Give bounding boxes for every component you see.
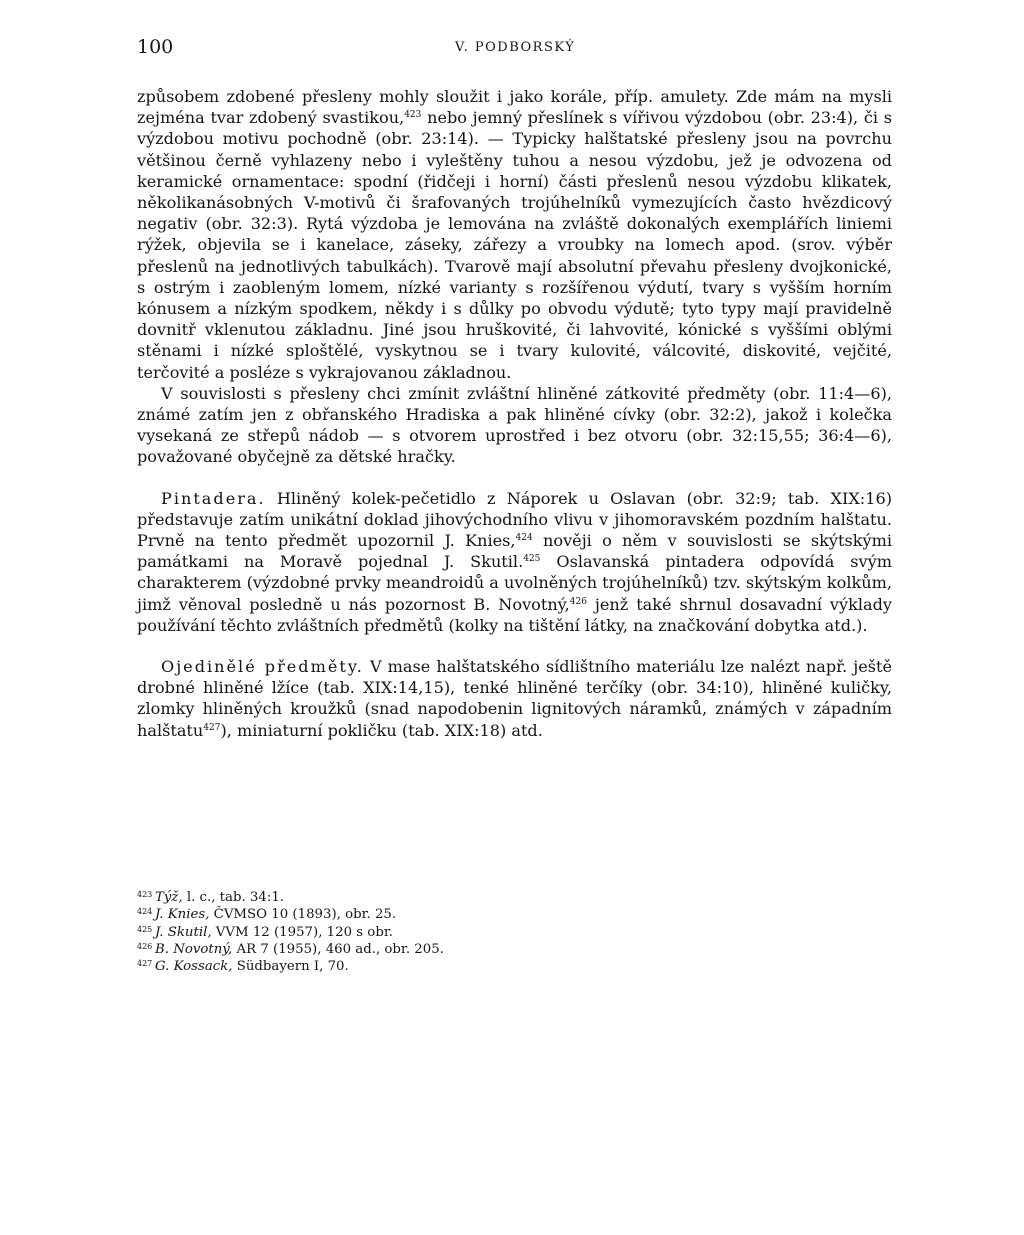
footnote: 423 Týž, l. c., tab. 34:1. (137, 890, 285, 905)
body-text (137, 86, 892, 741)
running-head (137, 36, 892, 66)
footnote-author: J. Knies, (155, 907, 210, 923)
footnote-author: G. Kossack, (155, 959, 233, 975)
paragraph-stopper-objects (137, 383, 892, 468)
footnote-ref[interactable]: 427 (203, 722, 221, 733)
running-title: V. PODBORSKÝ (455, 40, 576, 55)
footnote-author: Týž, (155, 890, 183, 905)
section-title-isolated-objects: Ojedinělé předměty. (161, 657, 364, 677)
footnote-ref[interactable]: 423 (404, 110, 422, 121)
footnote-author: J. Skutil, (155, 924, 212, 940)
footnote-text: AR 7 (1955), 460 ad., obr. 205. (232, 941, 444, 957)
footnote: 426 B. Novotný, AR 7 (1955), 460 ad., obr. 205. (137, 941, 444, 957)
text-run: Oslavanská pintadera odpovídá svým charakterem (výzdobné prvky meandroidů a uvolněných trojúhelníků) tzv. skýtským kolkům, jimž věnoval posledně u nás pozornost B. Novotný, (137, 552, 893, 614)
text-run: jenž také shrnul dosavadní výklady používání těchto zvláštních předmětů (kolky na tištění látky, na značkování dobytka atd.). (137, 594, 893, 635)
text-run: nebo jemný přeslínek s vířivou výzdobou (obr. 23:4), či s výzdobou motivu pochodně (obr. 23:14). — Typicky halštatské přesleny jsou na povrchu většinou černě vyhlazeny nebo i vyleštěny tuhou a nesou výzdobu, jež je odvozena od keramické ornamentace: spodní (řidčeji i horní) části přeslenů nesou výzdobu klikatek, několikanásobných V-motivů či šrafovaných trojúhelníků vymezujících často hvězdicový negativ (obr. 32:3). Rytá výzdoba je lemována na zvláště dokonalých exemplářích liniemi rýžek, objevila se i kanelace, záseky, zářezy a vroubky na lomech apod. (srov. výběr přeslenů na jednotlivých tabulkách). Tvarově mají absolutní převahu přesleny dvojkonické, s ostrým i zaobleným lomem, nízké varianty s rozšířenou výdutí, tvary s vyšším horním kónusem a nízkým spodkem, někdy i s důlky po obvodu výdutě; tyto typy mají pravidelně dovnitř vklenutou základnu. Jiné jsou hruškovité, či lahvovité, kónické s vyššími oblými stěnami i nízké sploštělé, vyskytnou se i tvary kulovité, válcovité, diskovité, vejčité, terčovité a posléze s vykrajovanou základnou. (137, 108, 893, 382)
section-title-pintadera: Pintadera. (161, 488, 266, 508)
paragraph-spindle-whorls (137, 86, 892, 383)
paragraph-pintadera (137, 488, 892, 636)
text-run: ), miniaturní pokličku (tab. XIX:18) atd. (220, 720, 543, 740)
text-run: V mase halštatského sídlištního materiálu lze nalézt např. ještě drobné hliněné lžíce (tab. XIX:14,15), tenké hliněné terčíky (obr. 34:10), hliněné kuličky, zlomky hliněných kroužků (snad napodobenin lignitových náramků, známých v západním halštatu (137, 657, 892, 740)
footnote-ref[interactable]: 426 (569, 596, 587, 607)
footnote-author: B. Novotný, (155, 941, 233, 957)
text-run: V souvislosti s přesleny chci zmínit zvláštní hliněné zátkovité předměty (obr. 11:4—6), známé zatím jen z obřanského Hradiska a pak hliněné cívky (obr. 32:2), jakož i kolečka vysekaná ze střepů nádob — s otvorem uprostřed i bez otvoru (obr. 32:15,55; 36:4—6), považované obyčejně za dětské hračky. (137, 383, 892, 467)
page (137, 36, 892, 741)
footnote-ref[interactable]: 425 (523, 554, 541, 565)
footnote-ref[interactable]: 424 (515, 533, 533, 544)
text-run: Hliněný kolek-pečetidlo z Náporek u Oslavan (obr. 32:9; tab. XIX:16) představuje zatím unikátní doklad jihovýchodního vlivu v jihomoravském pozdním halštatu. Prvně na tento předmět upozornil J. Knies, (137, 488, 892, 551)
footnote-text: ČVMSO 10 (1893), obr. 25. (209, 907, 397, 923)
page-number: 100 (137, 36, 174, 58)
paragraph-isolated-objects (137, 656, 892, 741)
text-run: nověji o něm v souvislosti se skýtskými památkami na Moravě pojednal J. Skutil. (137, 531, 893, 572)
footnote-text: l. c., tab. 34:1. (182, 890, 285, 905)
footnote-text: Südbayern I, 70. (232, 959, 349, 975)
footnotes (137, 889, 892, 975)
footnote-text: VVM 12 (1957), 120 s obr. (211, 924, 393, 940)
footnote: 427 G. Kossack, Südbayern I, 70. (137, 959, 349, 975)
footnote: 424 J. Knies, ČVMSO 10 (1893), obr. 25. (137, 907, 397, 923)
footnote: 425 J. Skutil, VVM 12 (1957), 120 s obr. (137, 924, 393, 940)
text-run: způsobem zdobené přesleny mohly sloužit i jako korále, příp. amulety. Zde mám na mysli zejména tvar zdobený svastikou, (137, 87, 892, 128)
